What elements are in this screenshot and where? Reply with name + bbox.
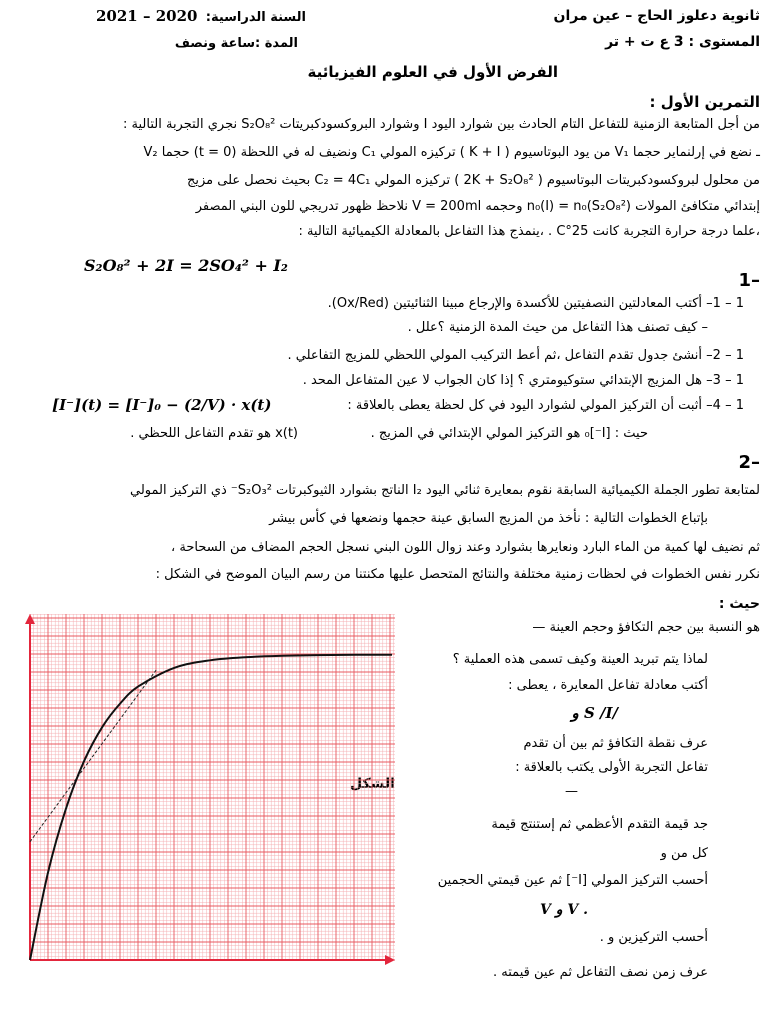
question-half-life: عرف زمن نصف التفاعل ثم عين قيمته .: [493, 965, 708, 980]
part-2-line-1: لمتابعة تطور الجملة الكيميائية السابقة نقوم بمعايرة ثنائي اليود I₂ الناتج بشوارد الثيوكبرتات S₂O₃²⁻ ذي التركيز المولي: [130, 483, 760, 498]
intro-line-5: ،علما درجة حرارة التجربة كانت 25°C . ،ينمذج هذا التفاعل بالمعادلة الكيميائية التالية :: [298, 224, 760, 239]
redox-couples: /S /I و: [571, 704, 618, 722]
question-1-3: 1 – 3– هل المزيج الإبتدائي ستوكيومتري ؟ إذا كان الجواب لا عين المتفاعل المحد .: [302, 373, 744, 388]
question-1-2: 1 – 2– أنشئ جدول تقدم التفاعل ،ثم أعط التركيب المولي اللحظي للمزيج التفاعلي .: [287, 348, 744, 363]
titration-graph: [22, 614, 395, 970]
part-2-line-4: نكرر نفس الخطوات في لحظات زمنية مختلفة والنتائج المتحصل عليها مكنتنا من رسم البيان الموضح في الشكل :: [155, 567, 760, 582]
year-label: السنة الدراسية:: [205, 10, 306, 25]
part-2-line-3: ثم نضيف لها كمية من الماء البارد ونعايرها بشوارد وعند زوال اللون البني نسجل الحجم المضاف من السحاحة ،: [171, 540, 760, 555]
question-iodide-concentration: أحسب التركيز المولي [I⁻] ثم عين قيمتي الحجمين: [437, 873, 708, 888]
question-equivalence-relation: تفاعل التجربة الأولى يكتب بالعلاقة :: [515, 760, 708, 775]
question-max-advancement: جد قيمة التقدم الأعظمي ثم إستنتج قيمة: [491, 817, 708, 832]
intro-line-2: ـ نضع في إرلنماير حجما V₁ من يود البوتاسيوم ( K + I ) تركيزه المولي C₁ ونضيف له في اللحظة (t = 0) حجما V₂: [143, 145, 760, 160]
question-two-concentrations: أحسب التركيزين و .: [599, 930, 708, 945]
year-value: 2021 – 2020: [96, 7, 198, 25]
where-advancement: x(t) هو تقدم التفاعل اللحظي .: [130, 426, 298, 441]
question-each-of: كل من و: [660, 846, 708, 861]
part-2-line-2: بإتباع الخطوات التالية : نأخذ من المزيج السابق عينة حجمها ونضعها في كأس بيشر: [269, 511, 708, 526]
question-1-1b: – كيف تصنف هذا التفاعل من حيث المدة الزمنية ؟علل .: [407, 320, 708, 335]
reaction-equation: S₂O₈² + 2I = 2SO₄² + I₂: [84, 256, 288, 275]
page-title: الفرض الأول في العلوم الفيزيائية: [307, 63, 558, 81]
class-level: المستوى : 3 ع ت + تر: [605, 34, 760, 50]
iodide-concentration-formula: [I⁻](t) = [I⁻]₀ − (2/V) · x(t): [52, 396, 272, 414]
where-label: حيث :: [718, 596, 760, 612]
ratio-definition: هو النسبة بين حجم التكافؤ وحجم العينة —: [532, 620, 760, 635]
question-cooling: لماذا يتم تبريد العينة وكيف تسمى هذه العملية ؟: [452, 652, 708, 667]
intro-line-3: من محلول لبروكسودكبريتات البوتاسيوم ( 2K + S₂O₈² ) تركيزه المولي C₂ = 4C₁ بحيث نحصل على مزيج: [186, 173, 760, 188]
figure-label: الشكل: [350, 776, 395, 792]
exercise-heading: التمرين الأول :: [649, 93, 760, 111]
question-1-1: 1 – 1– أكتب المعادلتين النصفيتين للأكسدة والإرجاع مبينا الثنائيتين (Ox/Red).: [327, 296, 744, 311]
relation-fraction-bar: —: [565, 784, 578, 799]
grid-minor-lines: [30, 614, 395, 960]
question-1-4: 1 – 4– أثبت أن التركيز المولي لشوارد اليود في كل لحظة يعطى بالعلاقة :: [347, 398, 744, 413]
volumes-v1-v2: . V و V: [539, 902, 588, 918]
question-equivalence: عرف نقطة التكافؤ ثم بين أن تقدم: [523, 736, 708, 751]
part-2-number: 2–: [738, 452, 760, 473]
where-initial-concentration: حيث : [I⁻]₀ هو التركيز المولي الإبتدائي في المزيج .: [370, 426, 648, 441]
intro-line-1: من أجل المتابعة الزمنية للتفاعل التام الحادث بين شوارد اليود I وشوارد البروكسودكبريتات S₂O₈² نجري التجربة التالية :: [123, 117, 760, 132]
duration: المدة :ساعة ونصف: [174, 36, 298, 51]
part-1-number: 1–: [738, 270, 760, 291]
school-name: ثانوية دعلوز الحاج – عين مران: [553, 8, 760, 24]
intro-line-4: إبتدائي متكافئ المولات n₀(I) = n₀(S₂O₈²) وحجمه V = 200ml نلاحظ ظهور تدريجي للون البني المصفر: [195, 199, 760, 214]
question-titration-equation: أكتب معادلة تفاعل المعايرة ، يعطى :: [508, 678, 708, 693]
